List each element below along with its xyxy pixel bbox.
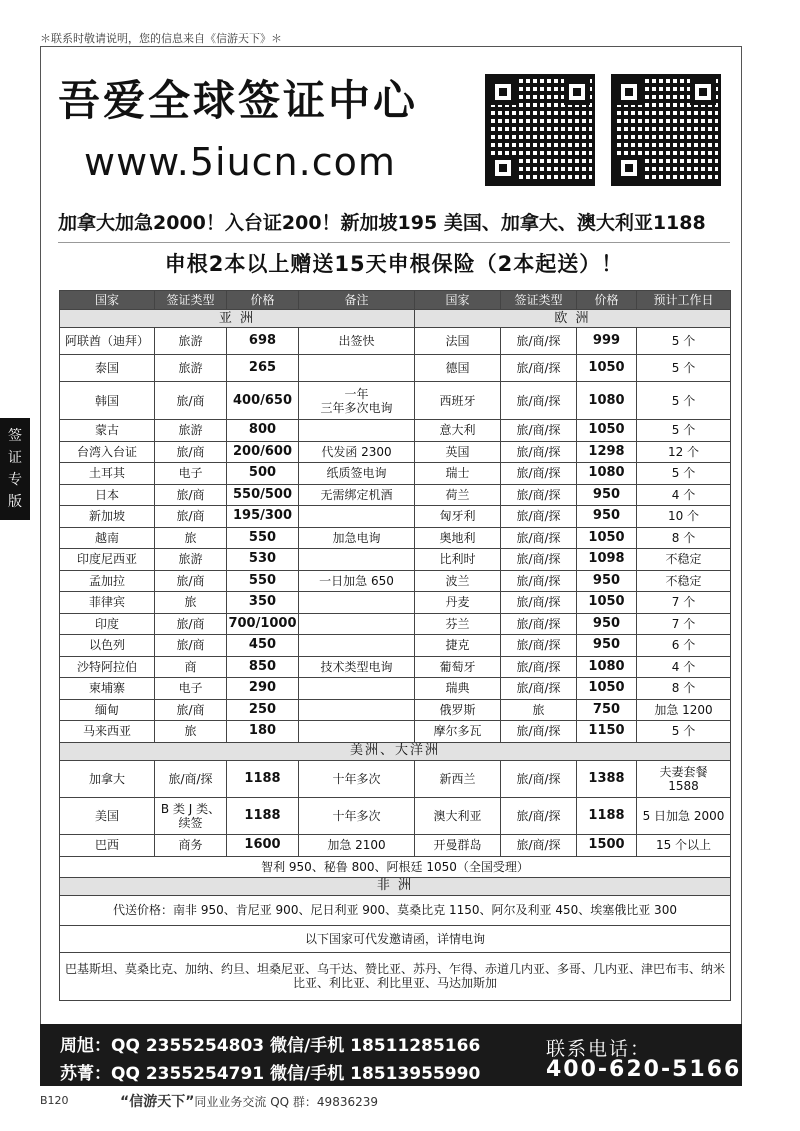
page-footer bbox=[40, 1094, 379, 1110]
table-cell: 5 个 bbox=[637, 463, 731, 485]
table-cell bbox=[299, 721, 415, 743]
table-cell: 旅 bbox=[155, 592, 227, 614]
table-cell: 菲律宾 bbox=[60, 592, 155, 614]
invite-countries-row-text: 巴基斯坦、莫桑比克、加纳、约旦、坦桑尼亚、乌干达、赞比亚、苏丹、乍得、赤道几内亚、多哥、几内亚、津巴布韦、纳米比亚、利比亚、利比里亚、马达加斯加 bbox=[60, 952, 731, 1000]
price-cell: 999 bbox=[577, 328, 637, 355]
price-cell: 350 bbox=[227, 592, 299, 614]
table-cell: 旅/商/探 bbox=[501, 441, 577, 463]
price-cell: 850 bbox=[227, 656, 299, 678]
table-row bbox=[60, 570, 731, 592]
table-cell: 开曼群岛 bbox=[415, 834, 501, 856]
table-cell: 旅/商/探 bbox=[501, 355, 577, 382]
table-cell: 瑞典 bbox=[415, 678, 501, 700]
company-title: 吾爱全球签证中心 bbox=[58, 76, 419, 125]
table-row bbox=[60, 355, 731, 382]
table-cell: 柬埔寨 bbox=[60, 678, 155, 700]
price-cell: 265 bbox=[227, 355, 299, 382]
table-cell: 纸质签电询 bbox=[299, 463, 415, 485]
table-cell: 10 个 bbox=[637, 506, 731, 528]
americas-note-row-text: 智利 950、秘鲁 800、阿根廷 1050（全国受理） bbox=[60, 856, 731, 877]
table-row bbox=[60, 613, 731, 635]
price-cell: 200/600 bbox=[227, 441, 299, 463]
table-cell: 丹麦 bbox=[415, 592, 501, 614]
table-cell: 波兰 bbox=[415, 570, 501, 592]
table-cell: 瑞士 bbox=[415, 463, 501, 485]
table-cell: 旅/商/探 bbox=[501, 527, 577, 549]
table-cell: 旅/商/探 bbox=[501, 549, 577, 571]
table-cell: 电子 bbox=[155, 678, 227, 700]
contact-zhouxu: 周旭：QQ 2355254803 微信/手机 18511285166 bbox=[60, 1036, 481, 1056]
price-cell: 1388 bbox=[577, 760, 637, 797]
table-cell: 葡萄牙 bbox=[415, 656, 501, 678]
table-cell: 马来西亚 bbox=[60, 721, 155, 743]
price-cell: 450 bbox=[227, 635, 299, 657]
table-row bbox=[60, 635, 731, 657]
price-cell: 530 bbox=[227, 549, 299, 571]
table-cell: 印度尼西亚 bbox=[60, 549, 155, 571]
table-cell: 加拿大 bbox=[60, 760, 155, 797]
source-note: ＊联系时敬请说明，您的信息来自《信游天下》＊ bbox=[40, 32, 282, 45]
table-cell: 旅 bbox=[501, 699, 577, 721]
price-cell: 750 bbox=[577, 699, 637, 721]
table-cell: 出签快 bbox=[299, 328, 415, 355]
table-cell: 印度 bbox=[60, 613, 155, 635]
table-cell: 旅/商/探 bbox=[501, 506, 577, 528]
table-cell bbox=[299, 355, 415, 382]
africa-prices-row-text: 代送价格：南非 950、肯尼亚 900、尼日利亚 900、莫桑比克 1150、阿尔及利亚 450、埃塞俄比亚 300 bbox=[60, 895, 731, 925]
section-label: 美洲、大洋洲 bbox=[60, 742, 731, 760]
table-cell: 十年多次 bbox=[299, 797, 415, 834]
table-header bbox=[60, 291, 731, 310]
table-row bbox=[60, 549, 731, 571]
table-cell bbox=[299, 506, 415, 528]
price-cell: 950 bbox=[577, 484, 637, 506]
price-cell: 1150 bbox=[577, 721, 637, 743]
table-row bbox=[60, 834, 731, 856]
table-cell: 芬兰 bbox=[415, 613, 501, 635]
table-cell bbox=[299, 592, 415, 614]
table-cell bbox=[299, 613, 415, 635]
table-cell: 5 个 bbox=[637, 355, 731, 382]
table-cell: 技术类型电询 bbox=[299, 656, 415, 678]
price-cell: 550 bbox=[227, 527, 299, 549]
table-row bbox=[60, 328, 731, 355]
table-cell: 比利时 bbox=[415, 549, 501, 571]
qq-group-text: 同业业务交流 QQ 群：49836239 bbox=[194, 1095, 379, 1109]
table-cell bbox=[299, 678, 415, 700]
column-header: 价格 bbox=[227, 291, 299, 310]
table-cell: 捷克 bbox=[415, 635, 501, 657]
table-cell: 孟加拉 bbox=[60, 570, 155, 592]
website-url[interactable]: www.5iucn.com bbox=[84, 140, 396, 184]
table-cell bbox=[299, 420, 415, 442]
table-cell: 7 个 bbox=[637, 592, 731, 614]
table-cell: 7 个 bbox=[637, 613, 731, 635]
price-cell: 1188 bbox=[227, 797, 299, 834]
table-cell: 旅/商/探 bbox=[501, 328, 577, 355]
table-cell: 韩国 bbox=[60, 382, 155, 420]
table-cell: 荷兰 bbox=[415, 484, 501, 506]
table-cell: 8 个 bbox=[637, 527, 731, 549]
table-cell: 旅/商/探 bbox=[501, 463, 577, 485]
table-cell: 旅 bbox=[155, 527, 227, 549]
table-cell: 巴西 bbox=[60, 834, 155, 856]
table-cell: 西班牙 bbox=[415, 382, 501, 420]
table-row bbox=[60, 699, 731, 721]
table-cell: 电子 bbox=[155, 463, 227, 485]
table-cell: 美国 bbox=[60, 797, 155, 834]
table-cell: 旅/商/探 bbox=[501, 570, 577, 592]
price-cell: 500 bbox=[227, 463, 299, 485]
table-cell: 旅/商 bbox=[155, 699, 227, 721]
table-cell: 不稳定 bbox=[637, 570, 731, 592]
section-label: 欧 洲 bbox=[415, 310, 731, 328]
table-cell: 旅/商/探 bbox=[501, 382, 577, 420]
table-cell: 一年 三年多次电询 bbox=[299, 382, 415, 420]
price-cell: 1050 bbox=[577, 420, 637, 442]
price-cell: 950 bbox=[577, 613, 637, 635]
table-cell: 6 个 bbox=[637, 635, 731, 657]
price-cell: 698 bbox=[227, 328, 299, 355]
table-cell: 泰国 bbox=[60, 355, 155, 382]
table-row bbox=[60, 760, 731, 797]
table-cell: 蒙古 bbox=[60, 420, 155, 442]
column-header: 国家 bbox=[60, 291, 155, 310]
table-cell: 加急 1200 bbox=[637, 699, 731, 721]
divider bbox=[58, 242, 730, 243]
table-row bbox=[60, 592, 731, 614]
table-cell: 旅/商 bbox=[155, 484, 227, 506]
table-cell: 旅 bbox=[155, 721, 227, 743]
table-cell: 俄罗斯 bbox=[415, 699, 501, 721]
section-header-row bbox=[60, 877, 731, 895]
price-cell: 550 bbox=[227, 570, 299, 592]
price-cell: 1188 bbox=[227, 760, 299, 797]
table-cell: 5 日加急 2000 bbox=[637, 797, 731, 834]
column-header: 备注 bbox=[299, 291, 415, 310]
africa-prices-row bbox=[60, 895, 731, 925]
table-cell: 旅/商/探 bbox=[501, 613, 577, 635]
table-cell: 5 个 bbox=[637, 382, 731, 420]
table-cell: 旅/商/探 bbox=[501, 797, 577, 834]
table-cell: 5 个 bbox=[637, 721, 731, 743]
price-cell: 290 bbox=[227, 678, 299, 700]
price-cell: 180 bbox=[227, 721, 299, 743]
table-cell: 5 个 bbox=[637, 420, 731, 442]
qq-group-info bbox=[120, 1091, 378, 1111]
table-row bbox=[60, 797, 731, 834]
table-row bbox=[60, 463, 731, 485]
table-cell: 旅/商/探 bbox=[501, 760, 577, 797]
table-cell: 法国 bbox=[415, 328, 501, 355]
table-cell: 商务 bbox=[155, 834, 227, 856]
table-cell: 奥地利 bbox=[415, 527, 501, 549]
price-cell: 1080 bbox=[577, 656, 637, 678]
table-cell: 15 个以上 bbox=[637, 834, 731, 856]
table-cell: 旅/商/探 bbox=[501, 592, 577, 614]
table-cell: 旅/商 bbox=[155, 635, 227, 657]
column-header: 价格 bbox=[577, 291, 637, 310]
promo-line-1: 加拿大加急2000！入台证200！新加坡195 美国、加拿大、澳大利亚1188 bbox=[58, 212, 706, 234]
price-cell: 1050 bbox=[577, 592, 637, 614]
contact-sujing: 苏菁：QQ 2355254791 微信/手机 18513955990 bbox=[60, 1064, 481, 1084]
invite-countries-row bbox=[60, 952, 731, 1000]
table-cell: 旅游 bbox=[155, 549, 227, 571]
table-row bbox=[60, 441, 731, 463]
price-cell: 950 bbox=[577, 506, 637, 528]
table-cell: 沙特阿拉伯 bbox=[60, 656, 155, 678]
price-cell: 1600 bbox=[227, 834, 299, 856]
table-cell: 12 个 bbox=[637, 441, 731, 463]
table-cell: 旅/商 bbox=[155, 570, 227, 592]
table-cell bbox=[299, 699, 415, 721]
price-cell: 550/500 bbox=[227, 484, 299, 506]
column-header: 签证类型 bbox=[155, 291, 227, 310]
table-cell: 商 bbox=[155, 656, 227, 678]
phone-label: 联系电话： bbox=[546, 1038, 652, 1060]
wechat-qr-code bbox=[611, 74, 721, 186]
price-cell: 1188 bbox=[577, 797, 637, 834]
table-cell: 旅/商 bbox=[155, 441, 227, 463]
weibo-qr-code bbox=[485, 74, 595, 186]
column-header: 签证类型 bbox=[501, 291, 577, 310]
contact-footer bbox=[40, 1024, 742, 1086]
table-row bbox=[60, 656, 731, 678]
price-cell: 400/650 bbox=[227, 382, 299, 420]
price-cell: 250 bbox=[227, 699, 299, 721]
price-cell: 1500 bbox=[577, 834, 637, 856]
page-number: B120 bbox=[40, 1094, 69, 1107]
table-cell: 新加坡 bbox=[60, 506, 155, 528]
table-cell: 加急 2100 bbox=[299, 834, 415, 856]
table-cell: 4 个 bbox=[637, 484, 731, 506]
table-cell: 土耳其 bbox=[60, 463, 155, 485]
table-cell: 代发函 2300 bbox=[299, 441, 415, 463]
table-row bbox=[60, 721, 731, 743]
table-cell: 8 个 bbox=[637, 678, 731, 700]
table-cell: 澳大利亚 bbox=[415, 797, 501, 834]
table-cell: 以色列 bbox=[60, 635, 155, 657]
price-cell: 1050 bbox=[577, 355, 637, 382]
table-cell: 无需绑定机酒 bbox=[299, 484, 415, 506]
brand-name: “信游天下” bbox=[120, 1094, 195, 1110]
table-cell: 加急电询 bbox=[299, 527, 415, 549]
side-tab-label: 签 证 专 版 bbox=[8, 428, 22, 510]
invite-note-row-text: 以下国家可代发邀请函，详情电询 bbox=[60, 925, 731, 952]
table-cell bbox=[299, 549, 415, 571]
table-cell: 旅/商/探 bbox=[155, 760, 227, 797]
price-cell: 1080 bbox=[577, 382, 637, 420]
table-cell: 阿联酋（迪拜） bbox=[60, 328, 155, 355]
table-cell: 4 个 bbox=[637, 656, 731, 678]
table-row bbox=[60, 527, 731, 549]
column-header: 预计工作日 bbox=[637, 291, 731, 310]
table-cell: 意大利 bbox=[415, 420, 501, 442]
table-cell: 夫妻套餐 1588 bbox=[637, 760, 731, 797]
table-cell: 十年多次 bbox=[299, 760, 415, 797]
table-cell: 缅甸 bbox=[60, 699, 155, 721]
table-cell: 旅/商/探 bbox=[501, 635, 577, 657]
table-cell: 5 个 bbox=[637, 328, 731, 355]
table-cell: 旅/商/探 bbox=[501, 721, 577, 743]
table-cell: 匈牙利 bbox=[415, 506, 501, 528]
table-cell: 越南 bbox=[60, 527, 155, 549]
table-cell: 旅/商 bbox=[155, 506, 227, 528]
table-cell: 旅/商 bbox=[155, 613, 227, 635]
table-cell: 旅游 bbox=[155, 355, 227, 382]
table-cell bbox=[299, 635, 415, 657]
price-cell: 800 bbox=[227, 420, 299, 442]
invite-note-row bbox=[60, 925, 731, 952]
table-cell: 新西兰 bbox=[415, 760, 501, 797]
table-cell: 旅游 bbox=[155, 420, 227, 442]
table-cell: 不稳定 bbox=[637, 549, 731, 571]
section-header-row bbox=[60, 742, 731, 760]
hotline-number[interactable]: 400-620-5166 bbox=[546, 1057, 742, 1082]
price-cell: 1050 bbox=[577, 527, 637, 549]
table-cell: 旅/商/探 bbox=[501, 678, 577, 700]
table-row bbox=[60, 484, 731, 506]
table-cell: 旅/商 bbox=[155, 382, 227, 420]
price-cell: 1098 bbox=[577, 549, 637, 571]
visa-price-table bbox=[59, 290, 731, 1001]
table-cell: 英国 bbox=[415, 441, 501, 463]
table-cell: 一日加急 650 bbox=[299, 570, 415, 592]
table-cell: 旅/商/探 bbox=[501, 656, 577, 678]
table-cell: 旅/商/探 bbox=[501, 834, 577, 856]
price-cell: 950 bbox=[577, 635, 637, 657]
table-cell: 日本 bbox=[60, 484, 155, 506]
side-tab bbox=[0, 418, 30, 520]
price-cell: 950 bbox=[577, 570, 637, 592]
table-cell: 德国 bbox=[415, 355, 501, 382]
table-row bbox=[60, 678, 731, 700]
section-label: 非 洲 bbox=[60, 877, 731, 895]
price-cell: 1050 bbox=[577, 678, 637, 700]
table-cell: 旅/商/探 bbox=[501, 420, 577, 442]
americas-note-row bbox=[60, 856, 731, 877]
price-cell: 1298 bbox=[577, 441, 637, 463]
promo-line-2: 申根2本以上赠送15天申根保险（2本起送）！ bbox=[164, 252, 624, 276]
price-cell: 195/300 bbox=[227, 506, 299, 528]
table-cell: 台湾入台证 bbox=[60, 441, 155, 463]
column-header: 国家 bbox=[415, 291, 501, 310]
table-cell: 摩尔多瓦 bbox=[415, 721, 501, 743]
table-row bbox=[60, 420, 731, 442]
table-cell: 旅游 bbox=[155, 328, 227, 355]
table-cell: 旅/商/探 bbox=[501, 484, 577, 506]
table-row bbox=[60, 382, 731, 420]
price-cell: 700/1000 bbox=[227, 613, 299, 635]
table-row bbox=[60, 506, 731, 528]
price-cell: 1080 bbox=[577, 463, 637, 485]
section-header-row bbox=[60, 310, 731, 328]
table-cell: B 类 J 类、 续签 bbox=[155, 797, 227, 834]
section-label: 亚 洲 bbox=[60, 310, 415, 328]
